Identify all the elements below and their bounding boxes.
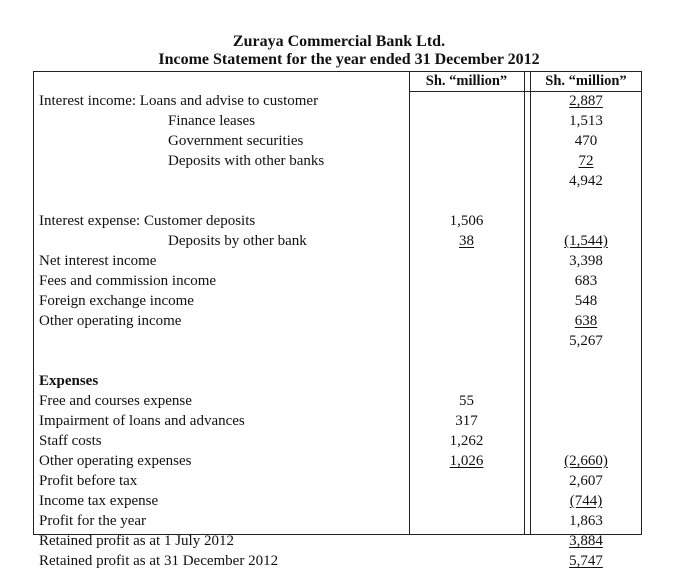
row-label: Profit before tax	[39, 473, 138, 489]
statement-row	[34, 431, 641, 451]
amount-column-2: 548	[574, 293, 598, 309]
amount-column-2: 3,884	[569, 533, 603, 549]
row-label: Finance leases	[168, 113, 256, 129]
statement-row	[34, 211, 641, 231]
statement-row	[34, 511, 641, 531]
amount-column-2: 4,942	[569, 173, 603, 189]
row-label: Deposits with other banks	[168, 153, 325, 169]
statement-row	[34, 411, 641, 431]
row-label: Fees and commission income	[39, 273, 217, 289]
row-label: Foreign exchange income	[39, 293, 194, 309]
bank-name: Zuraya Commercial Bank Ltd.	[232, 33, 446, 50]
statement-row	[34, 311, 641, 331]
amount-column-2: 2,607	[569, 473, 603, 489]
row-label: Retained profit as at 1 July 2012	[39, 533, 234, 549]
row-label: Other operating income	[39, 313, 182, 329]
amount-column-2: 2,887	[569, 93, 603, 109]
column-header-2: Sh. “million”	[545, 73, 627, 89]
amount-column-1: 38	[459, 233, 474, 249]
statement-row	[34, 531, 641, 551]
amount-column-2: 470	[574, 133, 598, 149]
statement-row	[34, 251, 641, 271]
row-label: Interest income: Loans and advise to customer	[39, 93, 319, 109]
row-label: Net interest income	[39, 253, 157, 269]
amount-column-2: (2,660)	[564, 453, 608, 469]
statement-row	[34, 331, 641, 351]
statement-row	[34, 231, 641, 251]
statement-row	[34, 111, 641, 131]
statement-row	[34, 451, 641, 471]
amount-column-2: 5,267	[569, 333, 603, 349]
column-header-1: Sh. “million”	[425, 73, 508, 89]
statement-row	[34, 351, 641, 371]
row-label: Free and courses expense	[39, 393, 192, 409]
amount-column-2: 683	[574, 273, 598, 289]
row-label: Income tax expense	[39, 493, 159, 509]
statement-row	[34, 91, 641, 111]
amount-column-2: (1,544)	[564, 233, 608, 249]
statement-row	[34, 191, 641, 211]
amount-column-2: 638	[574, 313, 598, 329]
statement-row	[34, 371, 641, 391]
statement-row	[34, 171, 641, 191]
amount-column-1: 1,262	[449, 433, 484, 449]
row-label: Deposits by other bank	[168, 233, 307, 249]
amount-column-2: 5,747	[569, 553, 603, 569]
amount-column-2: 1,513	[569, 113, 603, 129]
statement-row	[34, 151, 641, 171]
statement-row	[34, 131, 641, 151]
amount-column-1: 1,506	[449, 213, 484, 229]
income-statement-table	[33, 71, 642, 569]
statement-row	[34, 271, 641, 291]
amount-column-2: (744)	[569, 493, 603, 509]
row-label: Expenses	[39, 373, 99, 389]
amount-column-1: 317	[455, 413, 478, 429]
amount-column-1: 55	[459, 393, 474, 409]
amount-column-2: 72	[578, 153, 594, 169]
row-label: Interest expense: Customer deposits	[39, 213, 256, 229]
statement-row	[34, 291, 641, 311]
amount-column-1: 1,026	[449, 453, 484, 469]
row-label: Profit for the year	[39, 513, 147, 529]
amount-column-2: 3,398	[569, 253, 603, 269]
row-label: Staff costs	[39, 433, 102, 449]
statement-row	[34, 391, 641, 411]
statement-row	[34, 551, 641, 571]
row-label: Impairment of loans and advances	[39, 413, 245, 429]
statement-title: Income Statement for the year ended 31 December 2012	[158, 51, 540, 68]
statement-row	[34, 491, 641, 511]
statement-row	[34, 471, 641, 491]
amount-column-2: 1,863	[569, 513, 603, 529]
row-label: Other operating expenses	[39, 453, 192, 469]
row-label: Government securities	[168, 133, 304, 149]
row-label: Retained profit as at 31 December 2012	[39, 553, 279, 569]
